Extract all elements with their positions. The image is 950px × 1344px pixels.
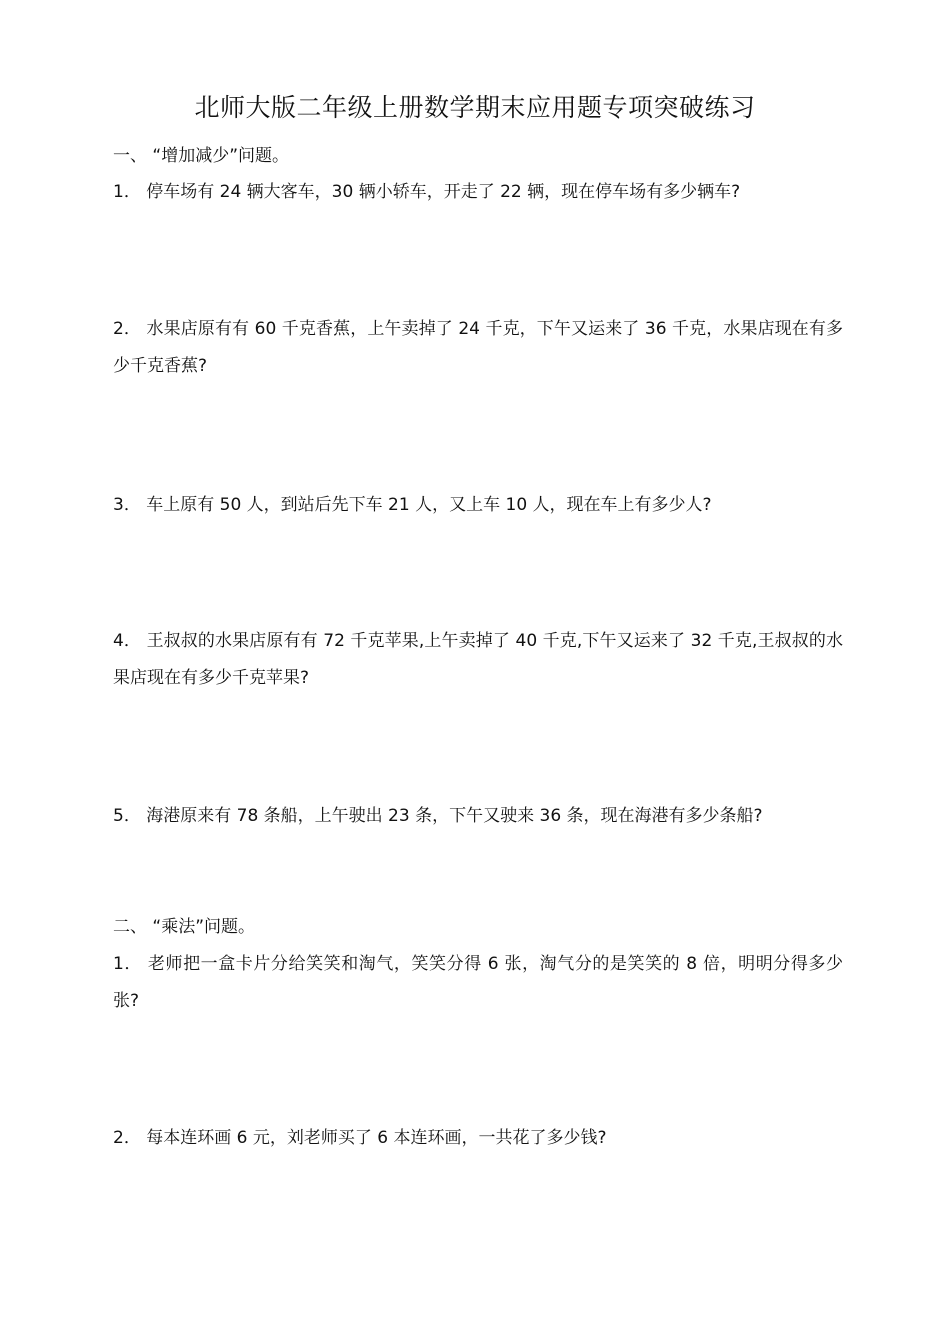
question-2-2: 2． 每本连环画 6 元，刘老师买了 6 本连环画，一共花了多少钱? xyxy=(113,1128,607,1148)
section-heading-1: 一、 “增加减少”问题。 xyxy=(113,146,290,166)
document-title: 北师大版二年级上册数学期末应用题专项突破练习 xyxy=(194,93,756,122)
question-1-4: 4． 王叔叔的水果店原有有 72 千克苹果,上午卖掉了 40 千克,下午又运来了 32 千克,王叔叔的水果店现在有多少千克苹果? xyxy=(113,631,843,688)
question-2-1: 1． 老师把一盒卡片分给笑笑和淘气，笑笑分得 6 张，淘气分的是笑笑的 8 倍，明明分得多少张? xyxy=(113,954,843,1011)
section-heading-2: 二、 “乘法”问题。 xyxy=(113,917,256,937)
question-1-3: 3． 车上原有 50 人，到站后先下车 21 人，又上车 10 人，现在车上有多少人? xyxy=(113,495,712,515)
question-1-1: 1． 停车场有 24 辆大客车，30 辆小轿车，开走了 22 辆，现在停车场有多少辆车? xyxy=(113,182,741,202)
question-1-5: 5． 海港原来有 78 条船，上午驶出 23 条，下午又驶来 36 条，现在海港有多少条船? xyxy=(113,806,763,826)
question-1-2: 2． 水果店原有有 60 千克香蕉，上午卖掉了 24 千克，下午又运来了 36 千克，水果店现在有多少千克香蕉? xyxy=(113,319,843,376)
